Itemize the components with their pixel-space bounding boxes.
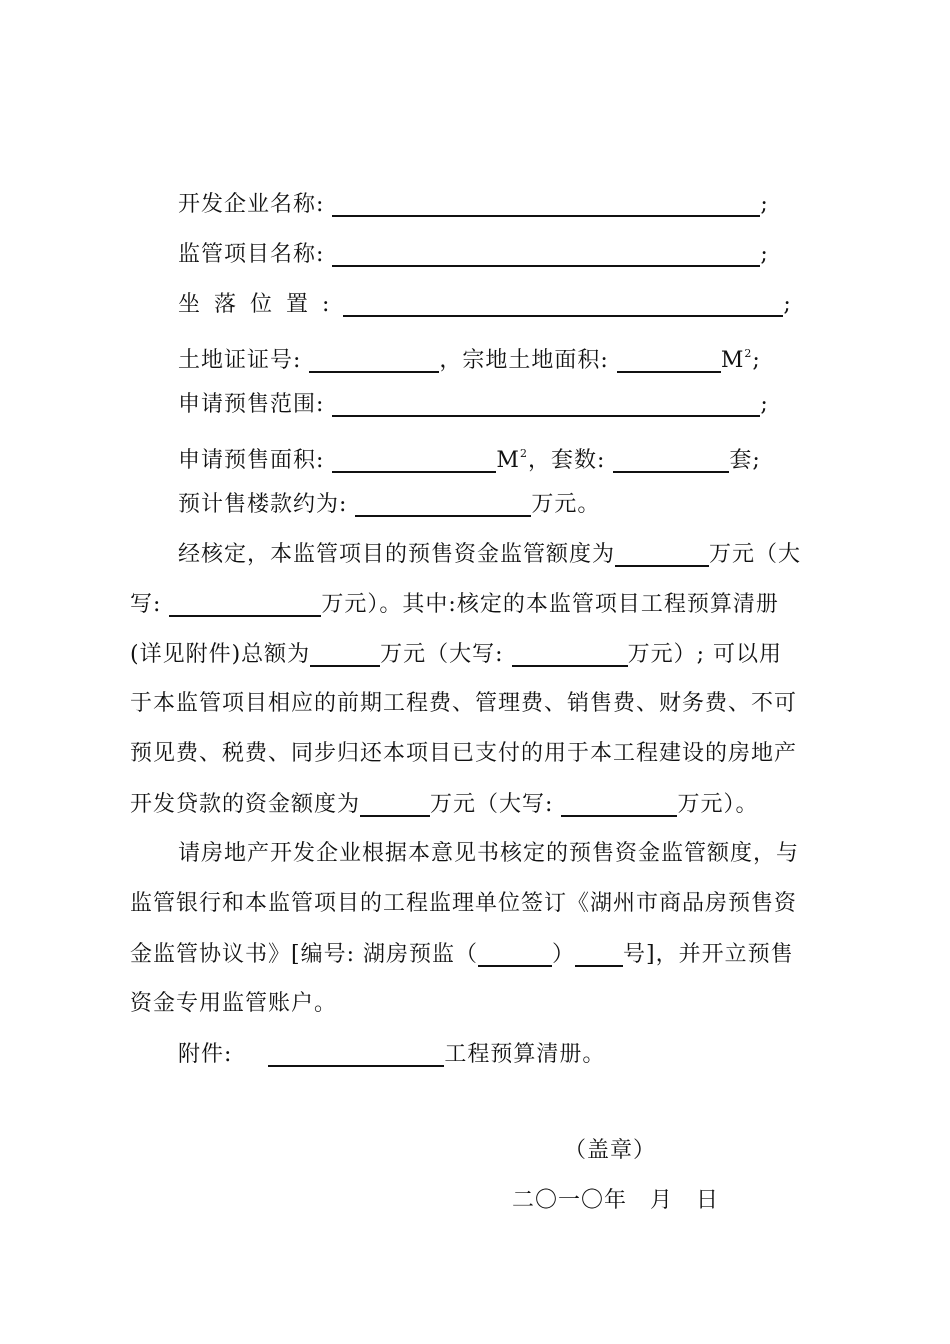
para1-text: 预见费、税费、同步归还本项目已支付的用于本工程建设的房地产 [130,741,798,766]
land-cert-blank[interactable] [309,345,439,373]
para2-text: 请房地产开发企业根据本意见书核定的预售资金监管额度，与 [178,841,800,866]
para1-text: (详见附件)总额为 [130,642,311,667]
sets-unit: 套; [729,448,761,473]
para2-text: 监管银行和本监管项目的工程监理单位签订《湖州市商品房预售资 [130,891,798,916]
para1-text: 写: [130,592,162,617]
expected-label: 预计售楼款约为: [178,492,348,517]
quota-capital-blank[interactable] [169,589,321,617]
presale-scope-label: 申请预售范围: [178,392,325,417]
agreement-year-blank[interactable] [478,939,552,967]
budget-capital-blank[interactable] [512,639,628,667]
semicolon: ; [783,292,792,317]
presale-area-label: 申请预售面积: [178,448,325,473]
developer-name-label: 开发企业名称: [178,192,325,217]
expected-blank[interactable] [355,489,531,517]
para1-text: 万元）。其中:核定的本监管项目工程预算清册 [321,592,779,617]
para1-text: 万元（大写: [430,792,554,817]
para2-text: 金监管协议书》[编号: 湖房预监（ [130,942,478,967]
para1-line2 [130,589,779,620]
location-row [178,289,792,320]
expected-row [178,489,600,520]
para1-text: 于本监管项目相应的前期工程费、管理费、销售费、财务费、不可 [130,691,798,716]
developer-name-row [178,189,769,220]
project-name-blank[interactable] [332,239,760,267]
loan-amount-blank[interactable] [360,789,430,817]
land-area-label: ，宗地土地面积: [439,348,609,373]
presale-scope-blank[interactable] [332,389,760,417]
para1-text: 经核定，本监管项目的预售资金监管额度为 [178,542,616,567]
date-label: 二〇一〇年 月 日 [512,1188,720,1213]
agreement-number-blank[interactable] [575,939,623,967]
para1-text: 万元（大 [709,542,802,567]
para2-line1 [178,839,799,869]
para1-line5 [130,739,797,769]
attachment-row [178,1039,605,1070]
wanyuan: 万元。 [531,492,601,517]
land-area-blank[interactable] [617,345,721,373]
para2-line3 [130,939,794,970]
semicolon: ; [760,192,769,217]
para1-text: 万元（大写: [380,642,504,667]
sets-blank[interactable] [613,445,729,473]
para1-text: 开发贷款的资金额度为 [130,792,361,817]
semicolon: ; [752,348,761,373]
loan-capital-blank[interactable] [561,789,677,817]
developer-name-blank[interactable] [332,189,760,217]
seal-label: （盖章） [564,1138,657,1163]
para2-text: 号]，并开立预售 [623,942,794,967]
semicolon: ; [760,392,769,417]
attachment-suffix: 工程预算清册。 [444,1042,606,1067]
para1-line4 [130,689,797,719]
sets-label: ，套数: [527,448,606,473]
para2-line4 [130,989,337,1019]
location-blank[interactable] [343,289,783,317]
attachment-label: 附件: [178,1042,233,1067]
presale-area-row [178,439,761,476]
presale-area-blank[interactable] [332,445,496,473]
quota-blank[interactable] [615,539,709,567]
land-cert-row [178,339,761,376]
para2-line2 [130,889,797,919]
project-name-label: 监管项目名称: [178,242,325,267]
land-cert-label: 土地证证号: [178,348,302,373]
unit-m2: $M^2$ [496,447,528,473]
para1-text: 万元）。 [677,792,759,817]
project-name-row [178,239,769,270]
attachment-blank[interactable] [268,1039,444,1067]
presale-scope-row [178,389,769,420]
para2-text: ） [552,942,576,967]
para1-line6 [130,789,758,820]
para1-line3 [130,639,782,670]
para1-text: 万元）; 可以用 [627,642,782,667]
location-label: 坐落位置: [178,292,344,317]
para1-line1 [178,539,801,570]
semicolon: ; [760,242,769,267]
para2-text: 资金专用监管账户。 [130,991,338,1016]
unit-m2: $M^2$ [720,347,753,373]
budget-total-blank[interactable] [310,639,380,667]
